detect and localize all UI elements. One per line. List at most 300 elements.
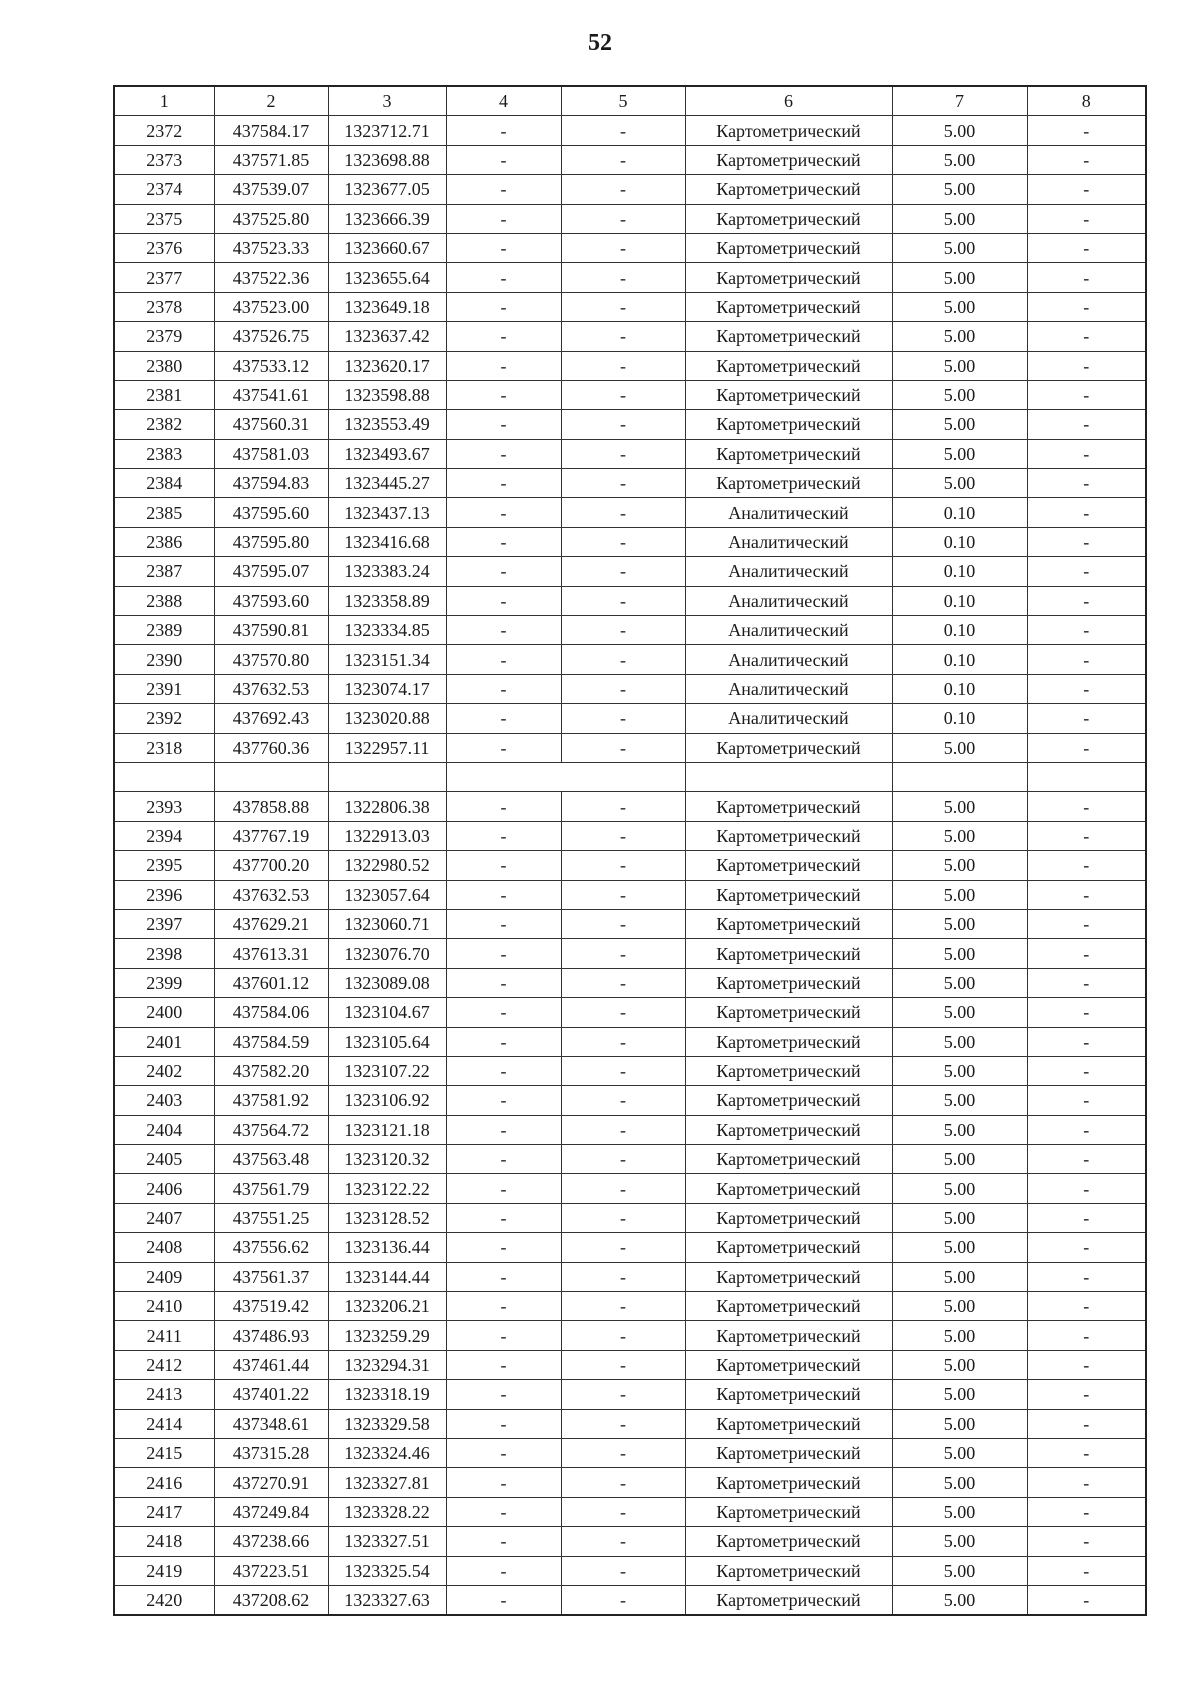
point-number-cell: 2411: [114, 1321, 214, 1350]
x-coordinate-cell: 437533.12: [214, 351, 328, 380]
col5-cell: -: [561, 1115, 685, 1144]
point-number-cell: 2407: [114, 1203, 214, 1232]
col5-cell: -: [561, 351, 685, 380]
method-cell: Картометрический: [685, 322, 892, 351]
point-number-cell: 2404: [114, 1115, 214, 1144]
y-coordinate-cell: 1323060.71: [328, 909, 446, 938]
table-row: [114, 674, 1146, 703]
point-number-cell: 2413: [114, 1380, 214, 1409]
table-row: [114, 733, 1146, 762]
col5-cell: -: [561, 557, 685, 586]
table-row: [114, 762, 1146, 791]
y-coordinate-cell: 1323121.18: [328, 1115, 446, 1144]
point-number-cell: 2396: [114, 880, 214, 909]
accuracy-cell: 5.00: [892, 968, 1027, 997]
col5-cell: -: [561, 998, 685, 1027]
col5-cell: -: [561, 586, 685, 615]
col5-cell: -: [561, 145, 685, 174]
col8-cell: -: [1027, 527, 1146, 556]
col5-cell: -: [561, 527, 685, 556]
point-number-cell: 2379: [114, 322, 214, 351]
column-header: 8: [1027, 86, 1146, 116]
table-row: [114, 1585, 1146, 1615]
accuracy-cell: 5.00: [892, 792, 1027, 821]
col4-cell: -: [446, 645, 561, 674]
x-coordinate-cell: 437581.03: [214, 439, 328, 468]
col8-cell: -: [1027, 1556, 1146, 1585]
table-row: [114, 1497, 1146, 1526]
accuracy-cell: 5.00: [892, 1145, 1027, 1174]
point-number-cell: 2406: [114, 1174, 214, 1203]
x-coordinate-cell: 437700.20: [214, 851, 328, 880]
col4-cell: -: [446, 792, 561, 821]
x-coordinate-cell: [214, 762, 328, 791]
table-row: [114, 645, 1146, 674]
y-coordinate-cell: 1323416.68: [328, 527, 446, 556]
col5-cell: -: [561, 263, 685, 292]
y-coordinate-cell: 1323437.13: [328, 498, 446, 527]
accuracy-cell: 5.00: [892, 175, 1027, 204]
y-coordinate-cell: 1323120.32: [328, 1145, 446, 1174]
col4-cell: -: [446, 351, 561, 380]
header-row: [114, 86, 1146, 116]
col5-cell: -: [561, 1585, 685, 1615]
y-coordinate-cell: 1322806.38: [328, 792, 446, 821]
point-number-cell: 2388: [114, 586, 214, 615]
y-coordinate-cell: 1323327.81: [328, 1468, 446, 1497]
table-row: [114, 1145, 1146, 1174]
page-number: 52: [588, 30, 612, 56]
point-number-cell: 2418: [114, 1527, 214, 1556]
col4-cell: -: [446, 704, 561, 733]
x-coordinate-cell: 437570.80: [214, 645, 328, 674]
x-coordinate-cell: 437526.75: [214, 322, 328, 351]
col8-cell: -: [1027, 1585, 1146, 1615]
accuracy-cell: [892, 762, 1027, 791]
method-cell: Картометрический: [685, 1115, 892, 1144]
x-coordinate-cell: 437582.20: [214, 1056, 328, 1085]
point-number-cell: 2394: [114, 821, 214, 850]
col8-cell: -: [1027, 704, 1146, 733]
table-row: [114, 586, 1146, 615]
col5-cell: -: [561, 410, 685, 439]
col4-cell: -: [446, 998, 561, 1027]
accuracy-cell: 5.00: [892, 439, 1027, 468]
col4-cell: -: [446, 1556, 561, 1585]
table-row: [114, 1438, 1146, 1467]
method-cell: Картометрический: [685, 1350, 892, 1379]
table-row: [114, 968, 1146, 997]
col8-cell: -: [1027, 821, 1146, 850]
point-number-cell: 2372: [114, 116, 214, 145]
accuracy-cell: 5.00: [892, 1380, 1027, 1409]
method-cell: Картометрический: [685, 1468, 892, 1497]
y-coordinate-cell: 1323660.67: [328, 233, 446, 262]
col4-cell: -: [446, 1174, 561, 1203]
col8-cell: -: [1027, 145, 1146, 174]
accuracy-cell: 5.00: [892, 1556, 1027, 1585]
method-cell: Картометрический: [685, 263, 892, 292]
x-coordinate-cell: 437563.48: [214, 1145, 328, 1174]
accuracy-cell: 0.10: [892, 704, 1027, 733]
col8-cell: -: [1027, 1409, 1146, 1438]
col5-cell: -: [561, 674, 685, 703]
table-row: [114, 116, 1146, 145]
col5-cell: -: [561, 1233, 685, 1262]
col8-cell: -: [1027, 351, 1146, 380]
method-cell: Картометрический: [685, 175, 892, 204]
method-cell: Картометрический: [685, 439, 892, 468]
col8-cell: -: [1027, 939, 1146, 968]
y-coordinate-cell: 1323620.17: [328, 351, 446, 380]
table-row: [114, 1380, 1146, 1409]
accuracy-cell: 5.00: [892, 1115, 1027, 1144]
table-row: [114, 939, 1146, 968]
method-cell: Картометрический: [685, 880, 892, 909]
col4-cell: -: [446, 1115, 561, 1144]
col5-cell: -: [561, 1350, 685, 1379]
method-cell: Картометрический: [685, 116, 892, 145]
table-row: [114, 1262, 1146, 1291]
coordinates-table: [113, 85, 1147, 1616]
point-number-cell: 2403: [114, 1086, 214, 1115]
column-header: 6: [685, 86, 892, 116]
accuracy-cell: 5.00: [892, 469, 1027, 498]
point-number-cell: 2374: [114, 175, 214, 204]
col8-cell: -: [1027, 1438, 1146, 1467]
x-coordinate-cell: 437595.07: [214, 557, 328, 586]
y-coordinate-cell: 1322980.52: [328, 851, 446, 880]
col8-cell: -: [1027, 998, 1146, 1027]
method-cell: Картометрический: [685, 998, 892, 1027]
table-row: [114, 527, 1146, 556]
x-coordinate-cell: 437561.37: [214, 1262, 328, 1291]
method-cell: Картометрический: [685, 410, 892, 439]
x-coordinate-cell: 437767.19: [214, 821, 328, 850]
x-coordinate-cell: 437348.61: [214, 1409, 328, 1438]
accuracy-cell: 5.00: [892, 821, 1027, 850]
method-cell: Аналитический: [685, 616, 892, 645]
point-number-cell: 2399: [114, 968, 214, 997]
col5-cell: -: [561, 498, 685, 527]
point-number-cell: 2382: [114, 410, 214, 439]
col8-cell: -: [1027, 909, 1146, 938]
col8-cell: -: [1027, 616, 1146, 645]
table-row: [114, 292, 1146, 321]
accuracy-cell: 5.00: [892, 880, 1027, 909]
method-cell: Картометрический: [685, 1145, 892, 1174]
col5-cell: -: [561, 116, 685, 145]
col4-cell: -: [446, 1527, 561, 1556]
y-coordinate-cell: 1323151.34: [328, 645, 446, 674]
col8-cell: -: [1027, 1203, 1146, 1232]
x-coordinate-cell: 437223.51: [214, 1556, 328, 1585]
point-number-cell: 2400: [114, 998, 214, 1027]
method-cell: Картометрический: [685, 1497, 892, 1526]
col5-cell: -: [561, 851, 685, 880]
accuracy-cell: 5.00: [892, 116, 1027, 145]
y-coordinate-cell: 1323020.88: [328, 704, 446, 733]
table-row: [114, 1350, 1146, 1379]
accuracy-cell: 5.00: [892, 322, 1027, 351]
col8-cell: -: [1027, 322, 1146, 351]
col4-cell: -: [446, 1497, 561, 1526]
method-cell: Картометрический: [685, 1409, 892, 1438]
point-number-cell: 2409: [114, 1262, 214, 1291]
point-number-cell: 2401: [114, 1027, 214, 1056]
col5-cell: -: [561, 1527, 685, 1556]
col8-cell: -: [1027, 439, 1146, 468]
x-coordinate-cell: 437208.62: [214, 1585, 328, 1615]
y-coordinate-cell: 1323318.19: [328, 1380, 446, 1409]
table-row: [114, 851, 1146, 880]
x-coordinate-cell: 437584.06: [214, 998, 328, 1027]
point-number-cell: 2376: [114, 233, 214, 262]
point-number-cell: 2392: [114, 704, 214, 733]
point-number-cell: 2391: [114, 674, 214, 703]
col8-cell: -: [1027, 1262, 1146, 1291]
column-header: 2: [214, 86, 328, 116]
col5-cell: -: [561, 469, 685, 498]
col8-cell: -: [1027, 851, 1146, 880]
col5-cell: -: [561, 880, 685, 909]
col5-cell: -: [561, 1409, 685, 1438]
accuracy-cell: 5.00: [892, 939, 1027, 968]
y-coordinate-cell: 1322957.11: [328, 733, 446, 762]
x-coordinate-cell: 437760.36: [214, 733, 328, 762]
col5-cell: -: [561, 204, 685, 233]
col8-cell: -: [1027, 1086, 1146, 1115]
accuracy-cell: 5.00: [892, 1497, 1027, 1526]
point-number-cell: 2373: [114, 145, 214, 174]
table-row: [114, 998, 1146, 1027]
col8-cell: -: [1027, 410, 1146, 439]
y-coordinate-cell: 1323383.24: [328, 557, 446, 586]
column-header: 1: [114, 86, 214, 116]
x-coordinate-cell: 437525.80: [214, 204, 328, 233]
y-coordinate-cell: 1323294.31: [328, 1350, 446, 1379]
point-number-cell: 2390: [114, 645, 214, 674]
col4-cell: -: [446, 1233, 561, 1262]
method-cell: Аналитический: [685, 674, 892, 703]
accuracy-cell: 5.00: [892, 410, 1027, 439]
method-cell: Картометрический: [685, 351, 892, 380]
point-number-cell: 2398: [114, 939, 214, 968]
col8-cell: -: [1027, 204, 1146, 233]
col8-cell: -: [1027, 1321, 1146, 1350]
col8-cell: -: [1027, 1145, 1146, 1174]
x-coordinate-cell: 437556.62: [214, 1233, 328, 1262]
col8-cell: -: [1027, 557, 1146, 586]
accuracy-cell: 5.00: [892, 263, 1027, 292]
method-cell: Аналитический: [685, 557, 892, 586]
method-cell: Картометрический: [685, 792, 892, 821]
y-coordinate-cell: 1323206.21: [328, 1292, 446, 1321]
y-coordinate-cell: 1323655.64: [328, 263, 446, 292]
table-row: [114, 1292, 1146, 1321]
col4-cell: -: [446, 1292, 561, 1321]
col8-cell: -: [1027, 116, 1146, 145]
x-coordinate-cell: 437522.36: [214, 263, 328, 292]
method-cell: Картометрический: [685, 469, 892, 498]
col4-cell: -: [446, 322, 561, 351]
x-coordinate-cell: 437541.61: [214, 380, 328, 409]
method-cell: Картометрический: [685, 968, 892, 997]
accuracy-cell: 5.00: [892, 233, 1027, 262]
table-row: [114, 1556, 1146, 1585]
table-row: [114, 351, 1146, 380]
table-row: [114, 1056, 1146, 1085]
col4-cell: -: [446, 410, 561, 439]
col5-cell: -: [561, 821, 685, 850]
col4-cell: -: [446, 1086, 561, 1115]
col8-cell: [1027, 762, 1146, 791]
table-row: [114, 704, 1146, 733]
point-number-cell: 2408: [114, 1233, 214, 1262]
accuracy-cell: 5.00: [892, 351, 1027, 380]
method-cell: Картометрический: [685, 292, 892, 321]
col5-cell: -: [561, 322, 685, 351]
accuracy-cell: 0.10: [892, 527, 1027, 556]
accuracy-cell: 5.00: [892, 292, 1027, 321]
x-coordinate-cell: 437401.22: [214, 1380, 328, 1409]
col5-cell: -: [561, 1145, 685, 1174]
col8-cell: -: [1027, 263, 1146, 292]
x-coordinate-cell: 437594.83: [214, 469, 328, 498]
col4-cell: -: [446, 1409, 561, 1438]
table-row: [114, 909, 1146, 938]
col8-cell: -: [1027, 498, 1146, 527]
x-coordinate-cell: 437315.28: [214, 1438, 328, 1467]
x-coordinate-cell: 437270.91: [214, 1468, 328, 1497]
accuracy-cell: 5.00: [892, 1233, 1027, 1262]
col4-cell: -: [446, 263, 561, 292]
method-cell: Картометрический: [685, 1027, 892, 1056]
method-cell: Картометрический: [685, 1086, 892, 1115]
col8-cell: -: [1027, 1292, 1146, 1321]
col4-cell: -: [446, 204, 561, 233]
col4-cell: -: [446, 116, 561, 145]
col8-cell: -: [1027, 968, 1146, 997]
col5-cell: -: [561, 1497, 685, 1526]
y-coordinate-cell: 1323076.70: [328, 939, 446, 968]
x-coordinate-cell: 437523.00: [214, 292, 328, 321]
x-coordinate-cell: 437564.72: [214, 1115, 328, 1144]
table-row: [114, 1527, 1146, 1556]
y-coordinate-cell: 1323122.22: [328, 1174, 446, 1203]
method-cell: Картометрический: [685, 233, 892, 262]
table-row: [114, 616, 1146, 645]
table-row: [114, 792, 1146, 821]
method-cell: Картометрический: [685, 939, 892, 968]
col4-cell: -: [446, 1203, 561, 1232]
col8-cell: -: [1027, 645, 1146, 674]
table-row: [114, 263, 1146, 292]
method-cell: Картометрический: [685, 1262, 892, 1291]
table-row: [114, 410, 1146, 439]
col4-cell: -: [446, 1262, 561, 1291]
x-coordinate-cell: 437249.84: [214, 1497, 328, 1526]
table-row: [114, 322, 1146, 351]
col5-cell: -: [561, 1468, 685, 1497]
method-cell: Картометрический: [685, 821, 892, 850]
col5-cell: -: [561, 233, 685, 262]
col4-cell: -: [446, 1468, 561, 1497]
column-header: 4: [446, 86, 561, 116]
col8-cell: -: [1027, 233, 1146, 262]
method-cell: Картометрический: [685, 145, 892, 174]
col4-cell: -: [446, 145, 561, 174]
accuracy-cell: 5.00: [892, 1409, 1027, 1438]
col8-cell: -: [1027, 1380, 1146, 1409]
point-number-cell: 2386: [114, 527, 214, 556]
table-row: [114, 233, 1146, 262]
point-number-cell: 2393: [114, 792, 214, 821]
method-cell: Картометрический: [685, 1321, 892, 1350]
accuracy-cell: 5.00: [892, 909, 1027, 938]
accuracy-cell: 5.00: [892, 1174, 1027, 1203]
table-body: [114, 116, 1146, 1615]
col8-cell: -: [1027, 1468, 1146, 1497]
col4-cell: -: [446, 586, 561, 615]
point-number-cell: 2417: [114, 1497, 214, 1526]
x-coordinate-cell: 437571.85: [214, 145, 328, 174]
method-cell: Картометрический: [685, 1174, 892, 1203]
col8-cell: -: [1027, 1497, 1146, 1526]
x-coordinate-cell: 437581.92: [214, 1086, 328, 1115]
y-coordinate-cell: 1323358.89: [328, 586, 446, 615]
col5-cell: -: [561, 968, 685, 997]
table-row: [114, 557, 1146, 586]
y-coordinate-cell: 1323324.46: [328, 1438, 446, 1467]
y-coordinate-cell: 1323107.22: [328, 1056, 446, 1085]
y-coordinate-cell: [328, 762, 446, 791]
table-row: [114, 1027, 1146, 1056]
table-row: [114, 880, 1146, 909]
table-row: [114, 821, 1146, 850]
x-coordinate-cell: 437613.31: [214, 939, 328, 968]
col8-cell: -: [1027, 1233, 1146, 1262]
accuracy-cell: 0.10: [892, 674, 1027, 703]
table-row: [114, 1409, 1146, 1438]
col5-cell: -: [561, 1380, 685, 1409]
method-cell: Картометрический: [685, 1056, 892, 1085]
col8-cell: -: [1027, 1350, 1146, 1379]
y-coordinate-cell: 1323666.39: [328, 204, 446, 233]
x-coordinate-cell: 437519.42: [214, 1292, 328, 1321]
accuracy-cell: 5.00: [892, 1585, 1027, 1615]
method-cell: Картометрический: [685, 1233, 892, 1262]
x-coordinate-cell: 437593.60: [214, 586, 328, 615]
table-row: [114, 380, 1146, 409]
col5-cell: -: [561, 1086, 685, 1115]
method-cell: Картометрический: [685, 204, 892, 233]
col5-cell: -: [561, 1556, 685, 1585]
method-cell: Картометрический: [685, 1585, 892, 1615]
accuracy-cell: 5.00: [892, 1027, 1027, 1056]
x-coordinate-cell: 437539.07: [214, 175, 328, 204]
col5-cell: -: [561, 175, 685, 204]
accuracy-cell: 5.00: [892, 204, 1027, 233]
x-coordinate-cell: 437692.43: [214, 704, 328, 733]
accuracy-cell: 5.00: [892, 733, 1027, 762]
accuracy-cell: 5.00: [892, 1262, 1027, 1291]
accuracy-cell: 5.00: [892, 1086, 1027, 1115]
x-coordinate-cell: 437584.59: [214, 1027, 328, 1056]
col5-cell: -: [561, 733, 685, 762]
col5-cell: -: [561, 704, 685, 733]
method-cell: Аналитический: [685, 498, 892, 527]
